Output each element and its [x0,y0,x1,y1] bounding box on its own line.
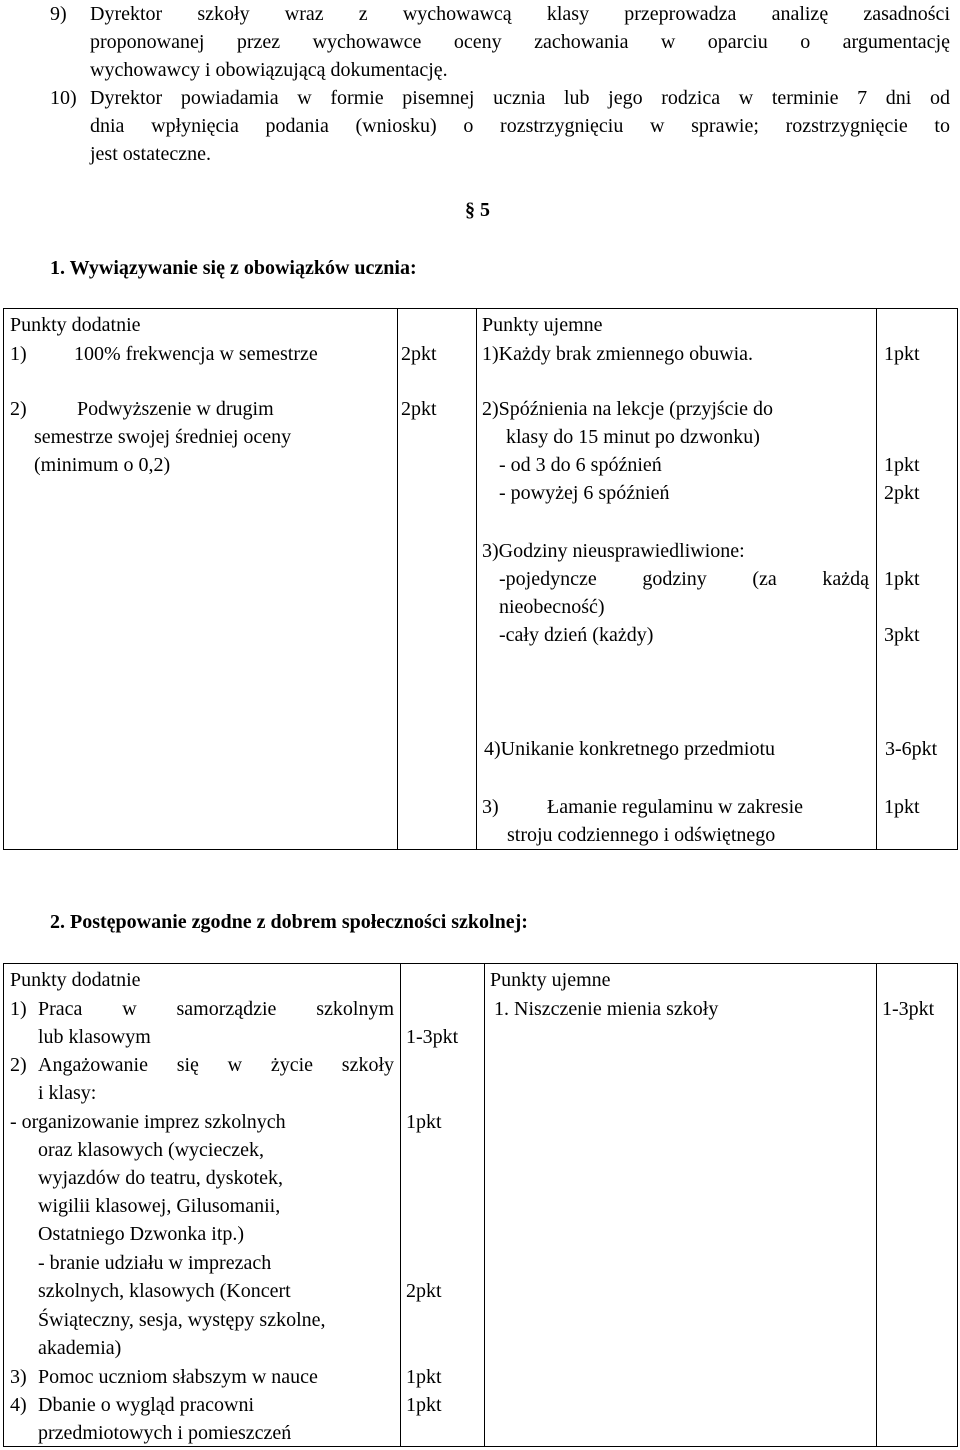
minus-item-1-points: 1pkt [884,343,920,365]
plus-item-2b-points: 2pkt [406,1280,442,1302]
plus-item-2b-line-1: - branie udziału w imprezach [38,1252,272,1274]
plus-item-4-line-1: Dbanie o wygląd pracowni [38,1394,255,1416]
obligations-table [3,308,958,850]
plus-item-3-points: 1pkt [406,1366,442,1388]
plus-item-2-points: 2pkt [401,398,437,420]
plus-item-2-line-2: i klasy: [38,1082,97,1104]
minus-item-5-points: 1pkt [884,796,920,818]
plus-item-2-number: 2) [10,398,27,420]
plus-item-2a-line-3: wyjazdów do teatru, dyskotek, [38,1167,283,1189]
column-divider [484,964,485,1446]
plus-item-2b-line-2: szkolnych, klasowych (Koncert [38,1280,291,1302]
plus-item-2-line-1: Angażowanie się w życie szkoły [38,1054,394,1076]
item-9-line-1: Dyrektor szkoły wraz z wychowawcą klasy przeprowadza analizę zasadności [90,3,950,25]
plus-item-1-number: 1) [10,343,27,365]
plus-item-1-line-1: Praca w samorządzie szkolnym [38,998,394,1020]
plus-item-2a-line-2: oraz klasowych (wycieczek, [38,1139,264,1161]
plus-item-1-text: 100% frekwencja w semestrze [74,343,318,365]
plus-item-2b-line-4: akademia) [38,1337,122,1359]
plus-item-2-line-1: Podwyższenie w drugim [77,398,274,420]
column-divider [876,964,877,1446]
plus-item-2-line-3: (minimum o 0,2) [34,454,171,476]
plus-item-1-line-2: lub klasowym [38,1026,151,1048]
column-divider [400,964,401,1446]
plus-item-4-points: 1pkt [406,1394,442,1416]
plus-item-2a-points: 1pkt [406,1111,442,1133]
item-10-line-2: dnia wpłynięcia podania (wniosku) o rozstrzygnięciu w sprawie; rozstrzygnięcie to [90,115,950,137]
minus-points-header: Punkty ujemne [490,969,611,991]
minus-item-2-line-3: - od 3 do 6 spóźnień [499,454,662,476]
column-divider [397,309,398,849]
minus-item-2-line-4: - powyżej 6 spóźnień [499,482,670,504]
plus-item-1-points: 1-3pkt [406,1026,459,1048]
minus-item-1-points: 1-3pkt [882,998,935,1020]
column-divider [876,309,877,849]
plus-points-header: Punkty dodatnie [10,314,141,336]
minus-points-header: Punkty ujemne [482,314,603,336]
section-2-title: 2. Postępowanie zgodne z dobrem społeczności szkolnej: [50,911,528,933]
minus-item-1-text: 1)Każdy brak zmiennego obuwia. [482,343,754,365]
minus-item-3-line-4: -cały dzień (każdy) [499,624,654,646]
minus-item-3-line-1: 3)Godziny nieusprawiedliwione: [482,540,745,562]
minus-item-2-points-1: 1pkt [884,454,920,476]
item-9-number: 9) [50,3,67,25]
item-10-line-1: Dyrektor powiadamia w formie pisemnej ucznia lub jego rodzica w terminie 7 dni od [90,87,950,109]
minus-item-1-text: 1. Niszczenie mienia szkoły [494,998,719,1020]
section-mark: § 5 [465,199,490,221]
minus-item-2-points-2: 2pkt [884,482,920,504]
minus-item-4-points: 3-6pkt [885,738,938,760]
item-10-number: 10) [50,87,77,109]
minus-item-3-line-3: nieobecność) [499,596,605,618]
item-9-line-2: proponowanej przez wychowawce oceny zachowania w oparciu o argumentację [90,31,950,53]
community-table [3,963,958,1447]
plus-item-3-number: 3) [10,1366,27,1388]
section-1-title: 1. Wywiązywanie się z obowiązków ucznia: [50,257,417,279]
plus-item-1-number: 1) [10,998,27,1020]
plus-item-2a-line-5: Ostatniego Dzwonka itp.) [38,1223,245,1245]
item-10 [50,84,950,168]
minus-item-2-line-2: klasy do 15 minut po dzwonku) [506,426,760,448]
minus-item-5-number: 3) [482,796,499,818]
minus-item-5-line-2: stroju codziennego i odświętnego [507,824,776,846]
minus-item-4-text: 4)Unikanie konkretnego przedmiotu [484,738,776,760]
minus-item-3-points-2: 3pkt [884,624,920,646]
item-9 [50,0,950,84]
minus-item-3-points-1: 1pkt [884,568,920,590]
plus-item-2b-line-3: Świąteczny, sesja, występy szkolne, [38,1309,326,1331]
minus-item-2-line-1: 2)Spóźnienia na lekcje (przyjście do [482,398,773,420]
minus-item-5-line-1: Łamanie regulaminu w zakresie [547,796,803,818]
column-divider [476,309,477,849]
plus-item-2a-line-4: wigilii klasowej, Gilusomanii, [38,1195,281,1217]
plus-item-2a-line-1: - organizowanie imprez szkolnych [10,1111,286,1133]
plus-item-4-number: 4) [10,1394,27,1416]
item-9-line-3: wychowawcy i obowiązującą dokumentację. [90,59,448,81]
plus-item-2-line-2: semestrze swojej średniej oceny [34,426,292,448]
plus-item-3-text: Pomoc uczniom słabszym w nauce [38,1366,318,1388]
plus-item-2-number: 2) [10,1054,27,1076]
plus-points-header: Punkty dodatnie [10,969,141,991]
plus-item-4-line-2: przedmiotowych i pomieszczeń [38,1422,292,1444]
minus-item-3-line-2: -pojedyncze godziny (za każdą [499,568,869,590]
item-10-line-3: jest ostateczne. [90,143,212,165]
plus-item-1-points: 2pkt [401,343,437,365]
